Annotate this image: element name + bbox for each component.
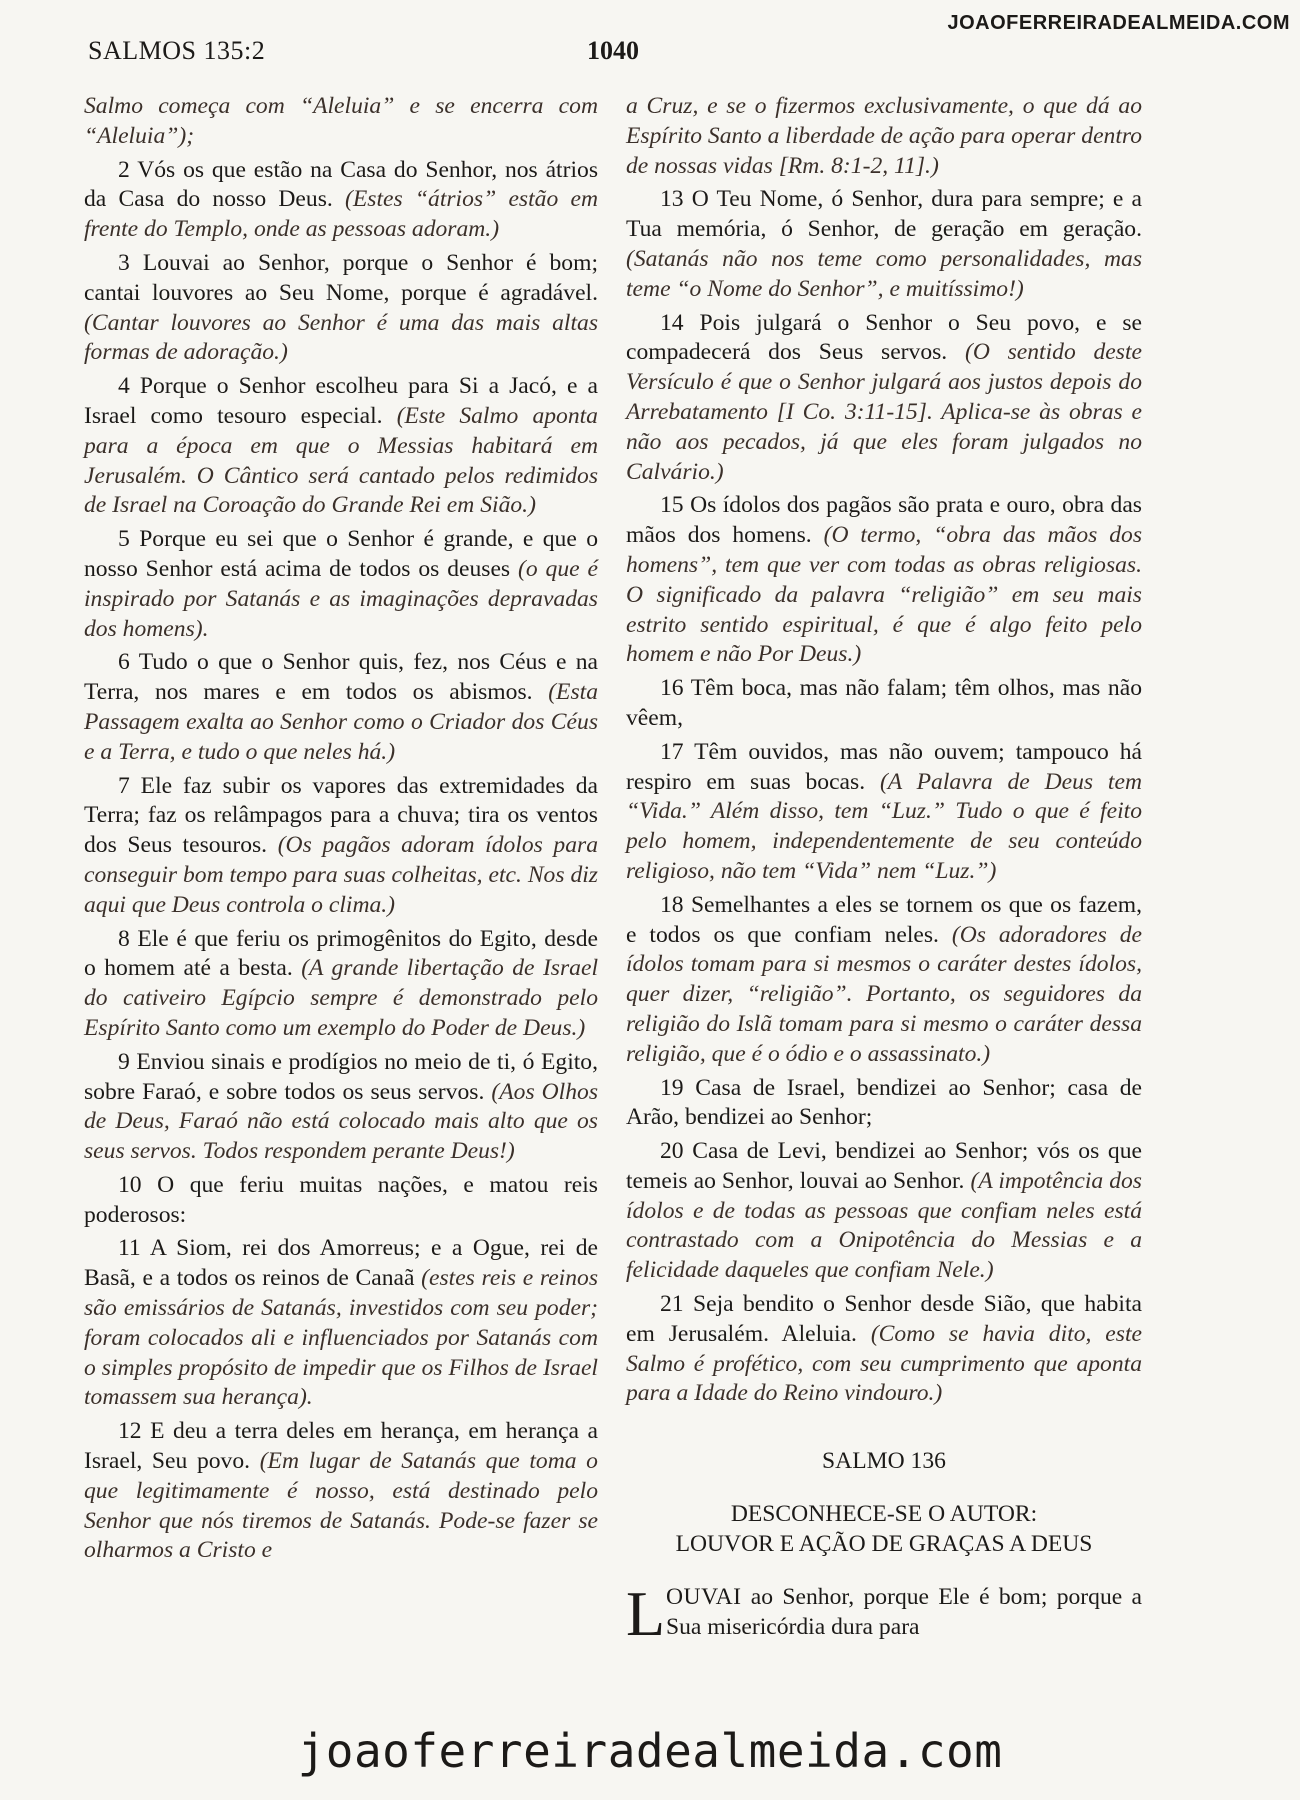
verse-text: Vós os que estão na Casa do Senhor, nos átrios da Casa do nosso Deus. [84, 156, 598, 213]
opening-caps: OUVAI [666, 1584, 742, 1611]
verse-text: E deu a terra deles em herança, em herança a Israel, Seu povo. [84, 1418, 598, 1475]
commentary-text: (Os pagãos adoram ídolos para conseguir bom tempo para suas colheitas, etc. Nos diz aqui que Deus controla o clima.) [84, 832, 599, 918]
drop-cap: L [626, 1578, 666, 1650]
psalm-136-subtitle [626, 1499, 1142, 1559]
verse-text: Porque o Senhor escolheu para Si a Jacó, e a Israel como tesouro especial. [84, 373, 599, 429]
verse-number: 9 [118, 1048, 130, 1075]
verse-number: 16 [660, 675, 684, 702]
site-watermark-header: JOAOFERREIRADEALMEIDA.COM [947, 12, 1290, 34]
verse-paragraph [84, 1234, 598, 1413]
verse-paragraph [626, 1290, 1142, 1409]
commentary-text: (O termo, “obra das mãos dos homens”, tem que ver com todas as obras religiosas. O significado da palavra “religião” em seu mais estrito sentido espiritual, é que é algo feito pelo homem e não Por Deus.) [626, 522, 1143, 668]
verse-paragraph [84, 648, 598, 767]
commentary-text: (Os adoradores de ídolos tomam para si mesmos o caráter destes ídolos, quer dizer, “religião”. Portanto, os seguidores da religião do Islã tomam para si mesmo o caráter dessa religião, que é o ódio e o assassinato.) [626, 921, 1142, 1067]
verse-paragraph [626, 309, 1142, 488]
verse-paragraph [84, 156, 598, 245]
verse-number: 12 [118, 1418, 142, 1445]
verse-text: Seja bendito o Senhor desde Sião, que habita em Jerusalém. Aleluia. [626, 1291, 1142, 1347]
running-head-reference: SALMOS 135:2 [88, 36, 266, 65]
commentary-text: (Como se havia dito, este Salmo é profético, com seu cumprimento que aponta para a Idade do Reino vindouro.) [626, 1320, 1142, 1407]
verse-number: 3 [118, 249, 130, 276]
verse-paragraph [626, 1074, 1142, 1134]
verse-number: 5 [118, 526, 130, 553]
verse-text: Casa de Levi, bendizei ao Senhor; vós os que temeis ao Senhor, louvai ao Senhor. [626, 1138, 1142, 1194]
verse-number: 18 [660, 891, 684, 918]
verse-text: Ele faz subir os vapores das extremidades da Terra; faz os relâmpagos para a chuva; tira os ventos dos Seus tesouros. [84, 772, 598, 859]
verse-continuation [626, 92, 1142, 181]
verse-number: 7 [118, 772, 130, 799]
verse-number: 8 [118, 925, 130, 952]
verse-paragraph [626, 891, 1142, 1070]
left-text-column [84, 92, 598, 1570]
page-number: 1040 [587, 36, 639, 65]
verse-paragraph [626, 491, 1142, 670]
verse-text: O Teu Nome, ó Senhor, dura para sempre; e a Tua memória, ó Senhor, de geração em geração. [626, 186, 1142, 243]
commentary-text: (o que é inspirado por Satanás e as imaginações depravadas dos homens). [84, 555, 598, 642]
verse-paragraph [626, 738, 1142, 887]
verse-text: Porque eu sei que o Senhor é grande, e que o nosso Senhor está acima de todos os deuses [84, 526, 598, 582]
verse-paragraph [84, 925, 598, 1044]
verse-paragraph [84, 1171, 598, 1231]
commentary-text: a Cruz, e se o fizermos exclusivamente, o que dá ao Espírito Santo a liberdade de ação para operar dentro de nossas vidas [Rm. 8:1-2, 11].) [626, 93, 1142, 179]
verse-number: 6 [118, 649, 130, 676]
verse-paragraph [84, 372, 598, 521]
commentary-text: (O sentido deste Versículo é que o Senhor julgará aos justos depois do Arrebatamento [I Co. 3:11-15]. Aplica-se às obras e não aos pecados, já que eles foram julgados no Calvário.) [626, 339, 1142, 485]
site-watermark-footer: joaoferreiradealmeida.com [297, 1724, 1003, 1778]
verse-text: Pois julgará o Senhor o Seu povo, e se compadecerá dos Seus servos. [626, 309, 1142, 366]
commentary-text: (Em lugar de Satanás que toma o que legitimamente é nosso, está destinado pelo Senhor que nós tiremos de Satanás. Pode-se fazer se olharmos a Cristo e [84, 1448, 598, 1564]
right-text-column [626, 92, 1143, 1650]
verse-text: Ele é que feriu os primogênitos do Egito, desde o homem até a besta. [84, 925, 598, 982]
psalm-136-subtitle-line1: DESCONHECE-SE O AUTOR: [730, 1501, 1038, 1528]
commentary-text: (Satanás não nos teme como personalidades, mas teme “o Nome do Senhor”, e muitíssimo!) [626, 245, 1142, 302]
commentary-text: (Cantar louvores ao Senhor é uma das mais altas formas de adoração.) [84, 309, 598, 366]
verse-text: Os ídolos dos pagãos são prata e ouro, obra das mãos dos homens. [626, 492, 1142, 549]
verse-paragraph [84, 1417, 598, 1566]
verse-number: 17 [660, 738, 684, 765]
commentary-text: (estes reis e reinos são emissários de Satanás, investidos com seu poder; foram colocados ali e influenciados por Satanás com o simples propósito de impedir que os Filhos de Israel tomassem sua herança). [84, 1265, 598, 1411]
verse-paragraph [84, 525, 598, 644]
verse-continuation [84, 92, 598, 152]
verse-number: 15 [660, 492, 684, 519]
commentary-text: Salmo começa com “Aleluia” e se encerra com “Aleluia”); [84, 93, 598, 149]
verse-number: 19 [660, 1074, 684, 1101]
verse-paragraph [84, 249, 598, 368]
commentary-text: (Estes “átrios” estão em frente do Templo, onde as pessoas adoram.) [84, 186, 598, 243]
verse-text: Tudo o que o Senhor quis, fez, nos Céus e na Terra, nos mares e em todos os abismos. [84, 649, 598, 706]
verse-number: 21 [660, 1291, 684, 1318]
commentary-text: (A impotência dos ídolos e de todas as pessoas que confiam neles está contrastado com a Onipotência do Messias e a felicidade daqueles que confiam Nele.) [626, 1167, 1142, 1284]
commentary-text: (Esta Passagem exalta ao Senhor como o Criador dos Céus e a Terra, e tudo o que neles há.) [84, 679, 598, 765]
psalm-136-subtitle-line2: LOUVOR E AÇÃO DE GRAÇAS A DEUS [675, 1531, 1093, 1558]
verse-number: 10 [118, 1171, 142, 1198]
commentary-text: (Este Salmo aponta para a época em que o Messias habitará em Jerusalém. O Cântico será cantado pelos redimidos de Israel na Coroação do Grande Rei em Sião.) [84, 402, 598, 519]
verse-number: 11 [118, 1235, 141, 1262]
verse-number: 2 [118, 156, 130, 183]
verse-paragraph [626, 674, 1142, 734]
psalm-136-opening [626, 1578, 1142, 1650]
verse-number: 13 [660, 186, 684, 213]
verse-number: 20 [660, 1138, 684, 1165]
verse-text: Têm boca, mas não falam; têm olhos, mas não vêem, [626, 675, 1142, 731]
opening-text: ao Senhor, porque Ele é bom; porque a Sua misericórdia dura para [666, 1584, 1142, 1640]
commentary-text: (Aos Olhos de Deus, Faraó não está colocado mais alto que os seus servos. Todos respondem perante Deus!) [84, 1078, 599, 1165]
psalm-136-title: SALMO 136 [822, 1448, 946, 1475]
commentary-text: (A grande libertação de Israel do cativeiro Egípcio sempre é demonstrado pelo Espírito Santo como um exemplo do Poder de Deus.) [84, 955, 598, 1041]
verse-text: A Siom, rei dos Amorreus; e a Ogue, rei de Basã, e a todos os reinos de Canaã [84, 1235, 598, 1292]
verse-text: O que feriu muitas nações, e matou reis poderosos: [84, 1171, 598, 1228]
verse-paragraph [626, 185, 1142, 304]
verse-text: Têm ouvidos, mas não ouvem; tampouco há respiro em suas bocas. [626, 738, 1142, 795]
verse-text: Louvai ao Senhor, porque o Senhor é bom; cantai louvores ao Seu Nome, porque é agradável. [84, 249, 598, 306]
verse-paragraph [84, 772, 598, 921]
verse-number: 4 [118, 373, 130, 400]
verse-text: Casa de Israel, bendizei ao Senhor; casa de Arão, bendizei ao Senhor; [626, 1074, 1142, 1131]
verse-paragraph [84, 1048, 598, 1167]
verse-text: Semelhantes a eles se tornem os que os fazem, e todos os que confiam neles. [626, 891, 1142, 948]
commentary-text: (A Palavra de Deus tem “Vida.” Além disso, tem “Luz.” Tudo o que é feito pelo homem, independentemente de seu conteúdo religioso, não tem “Vida” nem “Luz.”) [626, 768, 1142, 884]
verse-paragraph [626, 1137, 1142, 1286]
verse-text: Enviou sinais e prodígios no meio de ti, ó Egito, sobre Faraó, e sobre todos os seus servos. [84, 1048, 598, 1105]
verse-number: 14 [660, 309, 684, 336]
right-verses [626, 92, 1142, 1409]
